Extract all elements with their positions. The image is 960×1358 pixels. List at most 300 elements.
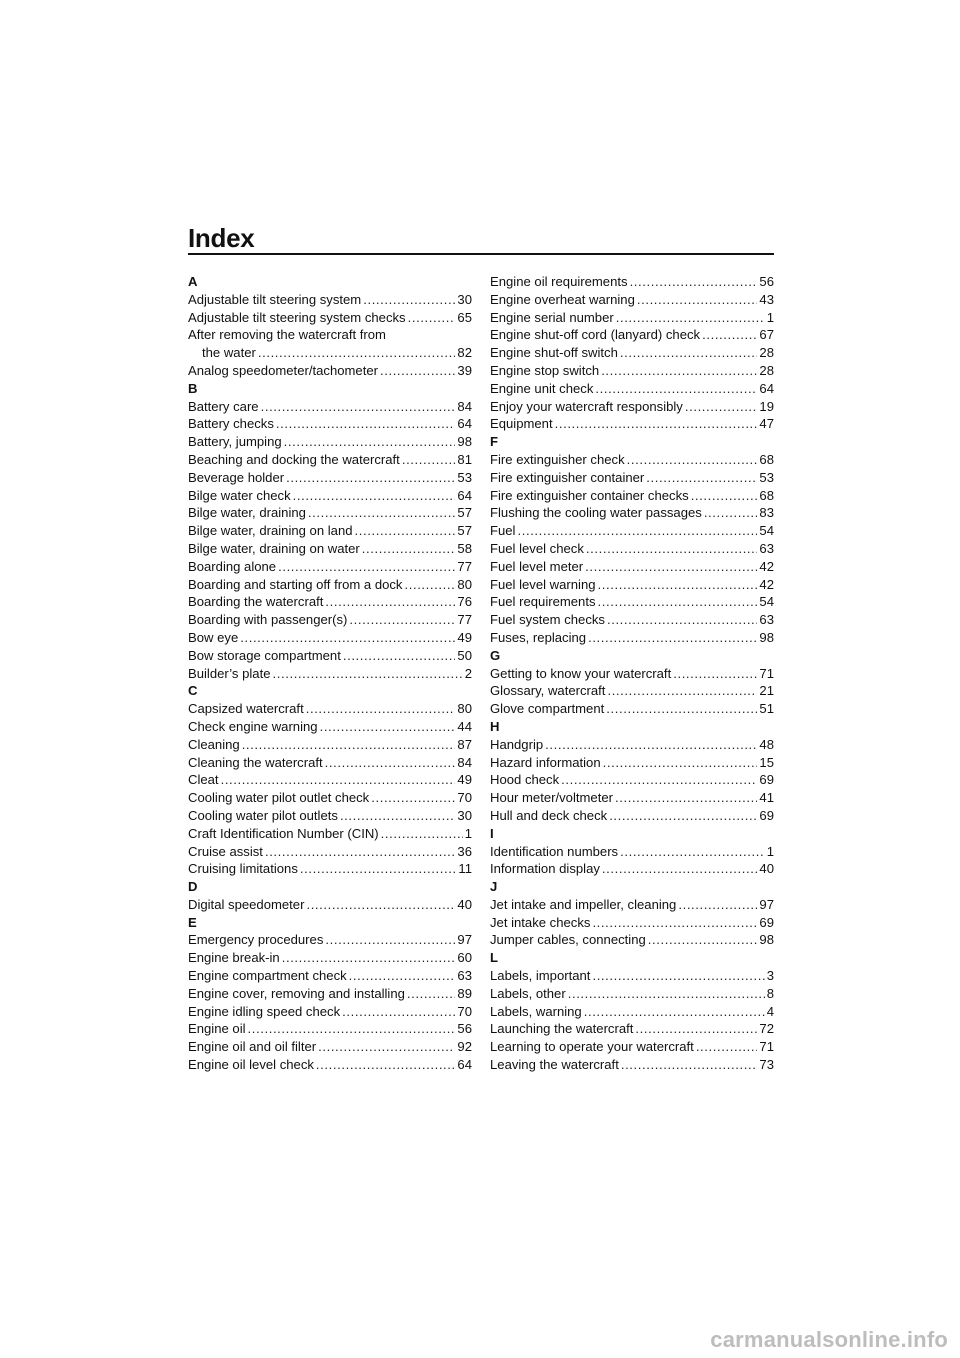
index-entry-text: Learning to operate your watercraft xyxy=(490,1039,694,1055)
index-entry xyxy=(490,380,774,398)
dot-leader xyxy=(284,433,456,451)
index-entry-text: Boarding and starting off from a dock xyxy=(188,576,403,592)
dot-leader xyxy=(621,1056,758,1074)
index-page-number: 49 xyxy=(457,629,472,645)
index-entry-text: Engine serial number xyxy=(490,309,614,325)
index-entry xyxy=(188,931,472,949)
index-page-number: 80 xyxy=(457,576,472,592)
index-page-number: 97 xyxy=(759,896,774,912)
index-page-number: 50 xyxy=(457,647,472,663)
index-entry-text: Battery, jumping xyxy=(188,434,282,450)
index-entry-text: Cruise assist xyxy=(188,843,263,859)
index-entry xyxy=(188,985,472,1003)
index-page-number: 84 xyxy=(457,754,472,770)
index-page-number: 68 xyxy=(759,487,774,503)
index-entry-text: Fuel level check xyxy=(490,540,584,556)
index-entry xyxy=(188,1003,472,1021)
index-page-number: 53 xyxy=(457,469,472,485)
index-entry xyxy=(188,451,472,469)
dot-leader xyxy=(349,967,456,985)
index-entry xyxy=(188,967,472,985)
index-entry-text: Equipment xyxy=(490,416,553,432)
index-entry xyxy=(490,522,774,540)
index-entry xyxy=(490,504,774,522)
index-entry-text: Cruising limitations xyxy=(188,861,298,877)
dot-leader xyxy=(702,326,757,344)
index-entry-text: Leaving the watercraft xyxy=(490,1057,619,1073)
index-entry xyxy=(490,273,774,291)
index-page-number: 89 xyxy=(457,985,472,1001)
index-entry xyxy=(490,931,774,949)
dot-leader xyxy=(586,540,758,558)
index-entry-text: Fuel xyxy=(490,523,516,539)
index-page-number: 69 xyxy=(759,772,774,788)
dot-leader xyxy=(607,611,757,629)
index-entry-text: Analog speedometer/tachometer xyxy=(188,362,378,378)
index-page-number: 97 xyxy=(457,932,472,948)
index-entry-text: Information display xyxy=(490,861,600,877)
dot-leader xyxy=(363,291,455,309)
index-page-number: 63 xyxy=(457,968,472,984)
dot-leader xyxy=(402,451,456,469)
index-letter-heading: E xyxy=(188,914,197,930)
index-entry-text: After removing the watercraft from xyxy=(188,327,386,343)
index-entry-text: Engine oil and oil filter xyxy=(188,1039,317,1055)
index-entry-text: Flushing the cooling water passages xyxy=(490,505,702,521)
dot-leader xyxy=(258,344,456,362)
index-page-number: 70 xyxy=(457,790,472,806)
index-page-number: 63 xyxy=(759,540,774,556)
dot-leader xyxy=(261,398,456,416)
index-entry xyxy=(188,415,472,433)
index-entry-text: Digital speedometer xyxy=(188,896,305,912)
index-entry-text: Bilge water, draining on land xyxy=(188,523,353,539)
index-entry-text: Bow storage compartment xyxy=(188,647,341,663)
index-entry xyxy=(188,700,472,718)
index-page-number: 1 xyxy=(766,843,774,859)
dot-leader xyxy=(627,451,758,469)
index-entry-text: Beverage holder xyxy=(188,469,285,485)
index-entry xyxy=(188,843,472,861)
dot-leader xyxy=(286,469,455,487)
index-page-number: 42 xyxy=(759,576,774,592)
index-entry xyxy=(188,647,472,665)
index-entry xyxy=(188,522,472,540)
dot-leader xyxy=(595,380,757,398)
dot-leader xyxy=(598,593,758,611)
dot-leader xyxy=(320,718,456,736)
index-entry-text: Fire extinguisher container xyxy=(490,469,645,485)
index-entry-text: Craft Identification Number (CIN) xyxy=(188,825,379,841)
index-entry-text: Boarding the watercraft xyxy=(188,594,324,610)
index-entry xyxy=(188,1056,472,1074)
index-page-number: 1 xyxy=(464,825,472,841)
index-entry-text: Hazard information xyxy=(490,754,601,770)
index-page-number: 63 xyxy=(759,612,774,628)
index-entry-text: Hour meter/voltmeter xyxy=(490,790,613,806)
index-entry xyxy=(490,309,774,327)
index-page-number: 82 xyxy=(457,345,472,361)
index-entry-text: Adjustable tilt steering system xyxy=(188,291,362,307)
index-page-number: 72 xyxy=(759,1021,774,1037)
dot-leader xyxy=(240,629,455,647)
index-letter-heading: J xyxy=(490,879,498,895)
dot-leader xyxy=(620,843,765,861)
dot-leader xyxy=(620,344,758,362)
dot-leader xyxy=(293,487,456,505)
dot-leader xyxy=(561,771,757,789)
index-entry xyxy=(188,860,472,878)
index-entry-text: Hull and deck check xyxy=(490,807,608,823)
index-entry-text: Hood check xyxy=(490,772,560,788)
index-entry xyxy=(490,451,774,469)
dot-leader xyxy=(607,682,757,700)
index-entry-text: Fire extinguisher check xyxy=(490,451,625,467)
index-entry-text: Boarding with passenger(s) xyxy=(188,612,348,628)
index-entry-text: Boarding alone xyxy=(188,558,277,574)
index-entry-text: Glossary, watercraft xyxy=(490,683,606,699)
index-entry xyxy=(490,1056,774,1074)
dot-leader xyxy=(606,700,757,718)
index-entry xyxy=(188,896,472,914)
index-entry xyxy=(490,629,774,647)
dot-leader xyxy=(265,843,455,861)
index-entry-text: Cooling water pilot outlets xyxy=(188,807,338,823)
index-page-number: 36 xyxy=(457,843,472,859)
index-entry-text: Bilge water check xyxy=(188,487,291,503)
index-entry-text: Builder’s plate xyxy=(188,665,271,681)
index-entry-text: Bilge water, draining xyxy=(188,505,306,521)
dot-leader xyxy=(598,576,758,594)
index-page-number: 73 xyxy=(759,1057,774,1073)
dot-leader xyxy=(371,789,455,807)
index-page-number: 77 xyxy=(457,558,472,574)
index-entry xyxy=(490,967,774,985)
index-entry-text: Glove compartment xyxy=(490,701,605,717)
index-entry xyxy=(490,1038,774,1056)
index-letter-heading: B xyxy=(188,380,198,396)
index-entry-text: Battery checks xyxy=(188,416,274,432)
dot-leader xyxy=(603,754,758,772)
index-entry xyxy=(490,914,774,932)
dot-leader xyxy=(316,1056,456,1074)
index-page-number: 98 xyxy=(759,629,774,645)
dot-leader xyxy=(221,771,456,789)
dot-leader xyxy=(691,487,758,505)
index-entry-text: Launching the watercraft xyxy=(490,1021,634,1037)
index-entry-text: Jumper cables, connecting xyxy=(490,932,646,948)
index-entry-text: Cooling water pilot outlet check xyxy=(188,790,370,806)
index-page-number: 40 xyxy=(759,861,774,877)
title-rule xyxy=(188,253,774,255)
dot-leader xyxy=(601,362,757,380)
index-page-number: 69 xyxy=(759,807,774,823)
index-entry xyxy=(188,718,472,736)
index-entry-text: Handgrip xyxy=(490,736,544,752)
index-entry-text: Cleaning the watercraft xyxy=(188,754,323,770)
index-entry xyxy=(188,1038,472,1056)
index-entry-continuation: the water xyxy=(202,345,256,361)
index-page-number: 84 xyxy=(457,398,472,414)
index-page-number: 64 xyxy=(457,416,472,432)
dot-leader xyxy=(555,415,758,433)
index-page-number: 98 xyxy=(759,932,774,948)
index-page-number: 54 xyxy=(759,523,774,539)
dot-leader xyxy=(318,1038,455,1056)
index-page-number: 4 xyxy=(766,1003,774,1019)
index-entry xyxy=(490,1020,774,1038)
index-entry xyxy=(490,843,774,861)
index-page-number: 58 xyxy=(457,540,472,556)
index-entry xyxy=(490,807,774,825)
index-entry-text: Capsized watercraft xyxy=(188,701,304,717)
index-letter-heading: A xyxy=(188,274,198,289)
index-entry xyxy=(188,504,472,522)
index-page-number: 21 xyxy=(759,683,774,699)
dot-leader xyxy=(592,967,764,985)
index-entry-text: Jet intake and impeller, cleaning xyxy=(490,896,677,912)
index-page-number: 83 xyxy=(759,505,774,521)
index-page-number: 64 xyxy=(457,487,472,503)
index-entry xyxy=(490,860,774,878)
index-page-number: 40 xyxy=(457,896,472,912)
index-page-number: 92 xyxy=(457,1039,472,1055)
dot-leader xyxy=(306,896,455,914)
index-page-number: 57 xyxy=(457,505,472,521)
dot-leader xyxy=(545,736,757,754)
index-entry-text: Fuses, replacing xyxy=(490,629,587,645)
index-entry-text: Engine cover, removing and installing xyxy=(188,985,405,1001)
index-entry-text: Engine idling speed check xyxy=(188,1003,341,1019)
index-page-number: 68 xyxy=(759,451,774,467)
index-entry-text: Beaching and docking the watercraft xyxy=(188,451,400,467)
index-entry xyxy=(188,771,472,789)
dot-leader xyxy=(273,665,463,683)
index-page-number: 42 xyxy=(759,558,774,574)
index-page-number: 47 xyxy=(759,416,774,432)
index-letter-heading: G xyxy=(490,647,501,663)
index-entry xyxy=(188,593,472,611)
index-page-number: 8 xyxy=(766,985,774,1001)
index-letter-heading: C xyxy=(188,683,198,699)
index-page-number: 2 xyxy=(464,665,472,681)
index-page-number: 48 xyxy=(759,736,774,752)
index-entry xyxy=(188,736,472,754)
index-page-number: 60 xyxy=(457,950,472,966)
dot-leader xyxy=(278,558,455,576)
index-entry-text: Adjustable tilt steering system checks xyxy=(188,309,406,325)
index-entry xyxy=(188,1020,472,1038)
index-column-right xyxy=(490,273,774,1074)
dot-leader xyxy=(585,558,757,576)
index-letter-heading: D xyxy=(188,879,198,895)
dot-leader xyxy=(584,1003,765,1021)
index-entry xyxy=(490,896,774,914)
index-entry xyxy=(188,825,472,843)
watermark-text: carmanualsonline.info xyxy=(710,1327,948,1352)
index-entry xyxy=(188,754,472,772)
index-entry xyxy=(490,576,774,594)
index-entry xyxy=(490,326,774,344)
index-page-number: 30 xyxy=(457,807,472,823)
dot-leader xyxy=(704,504,758,522)
index-entry xyxy=(188,540,472,558)
index-entry xyxy=(490,291,774,309)
dot-leader xyxy=(306,700,456,718)
dot-leader xyxy=(635,1020,757,1038)
dot-leader xyxy=(248,1020,456,1038)
index-entry-text: Engine unit check xyxy=(490,380,594,396)
index-page-number: 76 xyxy=(457,594,472,610)
index-entry xyxy=(490,1003,774,1021)
dot-leader xyxy=(648,931,758,949)
index-entry xyxy=(490,985,774,1003)
index-entry-text: Engine oil xyxy=(188,1021,246,1037)
dot-leader xyxy=(517,522,757,540)
index-page-number: 56 xyxy=(759,274,774,289)
index-entry-text: Emergency procedures xyxy=(188,932,324,948)
dot-leader xyxy=(325,931,455,949)
dot-leader xyxy=(673,665,757,683)
index-entry-text: Engine oil level check xyxy=(188,1057,314,1073)
index-entry xyxy=(490,771,774,789)
index-entry xyxy=(490,593,774,611)
index-page-number: 87 xyxy=(457,736,472,752)
index-letter-heading: F xyxy=(490,434,498,450)
dot-leader xyxy=(408,309,456,327)
index-entry-text: Bilge water, draining on water xyxy=(188,540,360,556)
dot-leader xyxy=(325,593,455,611)
index-page-number: 56 xyxy=(457,1021,472,1037)
index-page-number: 81 xyxy=(457,451,472,467)
index-entry-text: Fire extinguisher container checks xyxy=(490,487,689,503)
index-entry xyxy=(188,629,472,647)
dot-leader xyxy=(678,896,757,914)
page-title: Index xyxy=(188,223,255,253)
index-entry xyxy=(490,469,774,487)
index-entry xyxy=(490,682,774,700)
index-column-left xyxy=(188,273,472,1074)
index-entry-text: Jet intake checks xyxy=(490,914,591,930)
dot-leader xyxy=(404,576,455,594)
index-entry xyxy=(490,344,774,362)
index-entry-text: Engine oil requirements xyxy=(490,274,628,289)
index-page-number: 70 xyxy=(457,1003,472,1019)
index-entry xyxy=(188,344,472,362)
index-entry-text: Battery care xyxy=(188,398,259,414)
dot-leader xyxy=(308,504,456,522)
dot-leader xyxy=(325,754,456,772)
dot-leader xyxy=(349,611,455,629)
index-entry-text: Getting to know your watercraft xyxy=(490,665,672,681)
index-entry-text: Fuel level meter xyxy=(490,558,584,574)
index-entry xyxy=(188,309,472,327)
index-entry-text: Enjoy your watercraft responsibly xyxy=(490,398,683,414)
index-entry-text: Engine compartment check xyxy=(188,968,347,984)
index-page-number: 28 xyxy=(759,362,774,378)
index-entry xyxy=(490,398,774,416)
dot-leader xyxy=(340,807,455,825)
index-entry-text: Check engine warning xyxy=(188,718,318,734)
dot-leader xyxy=(381,825,463,843)
dot-leader xyxy=(362,540,456,558)
index-page-number: 71 xyxy=(759,665,774,681)
index-page-number: 39 xyxy=(457,362,472,378)
index-entry xyxy=(188,611,472,629)
dot-leader xyxy=(685,398,758,416)
index-entry-text: Fuel level warning xyxy=(490,576,596,592)
dot-leader xyxy=(380,362,455,380)
dot-leader xyxy=(602,860,758,878)
index-entry xyxy=(188,433,472,451)
index-entry-text: Engine stop switch xyxy=(490,362,600,378)
index-page-number: 53 xyxy=(759,469,774,485)
index-entry-text: Engine shut-off cord (lanyard) check xyxy=(490,327,701,343)
index-entry xyxy=(490,415,774,433)
index-entry xyxy=(188,576,472,594)
index-entry xyxy=(490,700,774,718)
index-page-number: 51 xyxy=(759,701,774,717)
index-page-number: 80 xyxy=(457,701,472,717)
index-page-number: 19 xyxy=(759,398,774,414)
index-page-number: 98 xyxy=(457,434,472,450)
index-entry xyxy=(188,665,472,683)
index-page-number: 67 xyxy=(759,327,774,343)
dot-leader xyxy=(609,807,757,825)
dot-leader xyxy=(696,1038,758,1056)
index-entry xyxy=(188,558,472,576)
index-page-number: 44 xyxy=(457,718,472,734)
index-page-number: 77 xyxy=(457,612,472,628)
index-page-number: 71 xyxy=(759,1039,774,1055)
dot-leader xyxy=(616,309,765,327)
index-entry xyxy=(188,789,472,807)
index-entry-text: Engine break-in xyxy=(188,950,280,966)
index-entry xyxy=(490,362,774,380)
index-letter-heading: I xyxy=(490,825,494,841)
dot-leader xyxy=(276,415,456,433)
dot-leader xyxy=(355,522,456,540)
index-entry-text: Labels, other xyxy=(490,985,566,1001)
index-entry-text: Labels, warning xyxy=(490,1003,582,1019)
index-page-number: 28 xyxy=(759,345,774,361)
index-entry-text: Labels, important xyxy=(490,968,591,984)
dot-leader xyxy=(568,985,765,1003)
dot-leader xyxy=(407,985,456,1003)
index-page-number: 41 xyxy=(759,790,774,806)
index-page-number: 65 xyxy=(457,309,472,325)
index-entry xyxy=(490,736,774,754)
index-entry-text: Engine shut-off switch xyxy=(490,345,618,361)
index-entry-text: Fuel requirements xyxy=(490,594,596,610)
dot-leader xyxy=(637,291,758,309)
index-page-number: 43 xyxy=(759,291,774,307)
index-entry xyxy=(188,398,472,416)
index-entry-text: Fuel system checks xyxy=(490,612,605,628)
index-page-number: 49 xyxy=(457,772,472,788)
index-letter-heading: L xyxy=(490,950,498,966)
dot-leader xyxy=(592,914,757,932)
index-entry-text: Bow eye xyxy=(188,629,239,645)
index-entry xyxy=(188,487,472,505)
index-entry xyxy=(188,362,472,380)
index-entry-text: Cleaning xyxy=(188,736,240,752)
index-page-number: 69 xyxy=(759,914,774,930)
dot-leader xyxy=(342,1003,455,1021)
index-entry-text: Identification numbers xyxy=(490,843,619,859)
index-page-number: 54 xyxy=(759,594,774,610)
dot-leader xyxy=(630,273,758,291)
